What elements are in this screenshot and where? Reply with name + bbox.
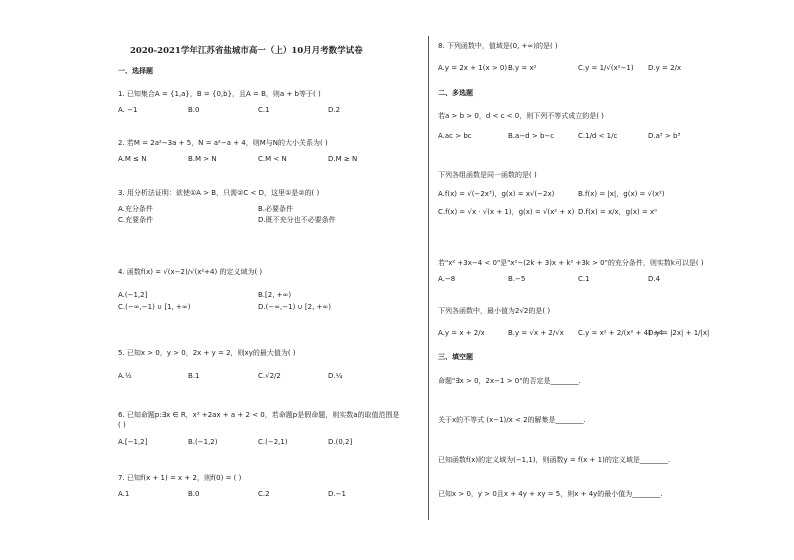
q12-option-b: B.y = √x + 2/√x [508, 329, 564, 337]
q3-option-b: B.必要条件 [258, 205, 294, 213]
q8-option-c: C.y = 1/√(x²−1) [578, 64, 634, 72]
question-5-stem: 5. 已知x > 0，y > 0，2x + y = 2，则xy的最大值为( ) [118, 349, 296, 357]
q7-option-c: C.2 [258, 490, 270, 498]
q6-option-d: D.(0,2] [328, 438, 353, 446]
question-15-stem: 已知函数f(x)的定义域为(−1,1)，则函数y = f(x + 1)的定义域是________. [438, 456, 671, 464]
q9-option-d: D.a³ > b³ [648, 132, 681, 140]
q7-option-d: D.−1 [328, 490, 346, 498]
q2-option-a: A.M ≤ N [118, 155, 147, 163]
q10-option-b: B.f(x) = |x|，g(x) = √(x²) [578, 190, 665, 198]
question-6-stem-cont: ( ) [118, 421, 126, 429]
q12-option-a: A.y = x + 2/x [438, 329, 485, 337]
q4-option-c: C.(−∞,−1) ∪ [1, +∞) [118, 303, 191, 311]
section-multi-heading: 二、多选题 [438, 89, 473, 97]
question-16-stem: 已知x > 0，y > 0且x + 4y + xy = 5，则x + 4y的最小值为________. [438, 490, 663, 498]
q11-option-d: D.4 [648, 275, 661, 283]
question-8-stem: 8. 下列函数中，值域是(0, +∞)的是( ) [438, 42, 558, 50]
q5-option-d: D.¼ [328, 372, 343, 380]
q11-option-c: C.1 [578, 275, 590, 283]
q1-option-c: C.1 [258, 106, 270, 114]
section-choice-heading: 一、选择题 [118, 67, 153, 75]
question-9-stem: 若a > b > 0，d < c < 0，则下列不等式成立的是( ) [438, 112, 604, 120]
q7-option-a: A.1 [118, 490, 130, 498]
q6-option-a: A.[−1,2] [118, 438, 148, 446]
exam-title: 2020-2021学年江苏省盐城市高一（上）10月月考数学试卷 [130, 46, 363, 56]
q10-option-c: C.f(x) = √x · √(x + 1)，g(x) = √(x² + x) [438, 208, 575, 216]
question-10-stem: 下列各组函数是同一函数的是( ) [438, 171, 537, 179]
question-11-stem: 若"x² +3x−4 < 0"是"x²−(2k + 3)x + k² +3k > 0"的充分条件，则实数k可以是( ) [438, 259, 704, 267]
question-1-stem: 1. 已知集合A = {1,a}，B = {0,b}，且A = B，则a + b等于( ) [118, 90, 321, 98]
q2-option-b: B.M > N [188, 155, 217, 163]
q8-option-a: A.y = 2x + 1(x > 0) [438, 64, 508, 72]
question-7-stem: 7. 已知f(x + 1) = x + 2，则f(0) = ( ) [118, 474, 242, 482]
section-fill-heading: 三、填空题 [438, 353, 473, 361]
q10-option-d: D.f(x) = x/x，g(x) = x⁰ [578, 208, 657, 216]
q12-option-d: D.y = |2x| + 1/|x| [648, 329, 710, 337]
q11-option-a: A.−8 [438, 275, 456, 283]
question-4-stem: 4. 函数f(x) = √(x−2)/√(x²+4) 的定义域为( ) [118, 268, 263, 276]
q9-option-b: B.a−d > b−c [508, 132, 555, 140]
q5-option-b: B.1 [188, 372, 200, 380]
question-13-stem: 命题"∃x > 0，2x−1 > 0"的否定是________. [438, 377, 581, 385]
q7-option-b: B.0 [188, 490, 200, 498]
question-14-stem: 关于x的不等式 (x−1)/x < 2的解集是________. [438, 416, 586, 424]
q1-option-b: B.0 [188, 106, 200, 114]
q8-option-b: B.y = x² [508, 64, 537, 72]
question-12-stem: 下列各函数中，最小值为2√2的是( ) [438, 307, 551, 315]
q1-option-a: A. −1 [118, 106, 138, 114]
question-3-stem: 3. 用分析法证明：欲使①A > B，只需②C < D，这里①是②的( ) [118, 189, 320, 197]
q3-option-c: C.充要条件 [118, 216, 154, 224]
q6-option-c: C.(−2,1) [258, 438, 288, 446]
q2-option-d: D.M ≥ N [328, 155, 358, 163]
q4-option-b: B.[2, +∞) [258, 291, 292, 299]
q11-option-b: B.−5 [508, 275, 526, 283]
q9-option-c: C.1/d < 1/c [578, 132, 618, 140]
q5-option-a: A.½ [118, 372, 132, 380]
question-6-stem: 6. 已知命题p:∃x ∈ R，x² +2ax + a + 2 < 0，若命题p是假命题，则实数a的取值范围是 [118, 411, 400, 419]
q4-option-d: D.(−∞,−1) ∪ [2, +∞) [258, 303, 331, 311]
q3-option-a: A.充分条件 [118, 205, 153, 213]
column-divider [428, 36, 429, 520]
q10-option-a: A.f(x) = √(−2x³)，g(x) = x√(−2x) [438, 190, 555, 198]
question-2-stem: 2. 若M = 2a²−3a + 5，N = a²−a + 4，则M与N的大小关系为( ) [118, 139, 328, 147]
q2-option-c: C.M < N [258, 155, 287, 163]
q5-option-c: C.√2/2 [258, 372, 281, 380]
q3-option-d: D.既不充分也不必要条件 [258, 216, 336, 224]
q4-option-a: A.(−1,2] [118, 291, 148, 299]
q12-option-c: C.y = x² + 2/(x² + 4) +4 [578, 329, 664, 337]
q8-option-d: D.y = 2/x [648, 64, 682, 72]
q9-option-a: A.ac > bc [438, 132, 472, 140]
q6-option-b: B.(−1,2) [188, 438, 218, 446]
q1-option-d: D.2 [328, 106, 341, 114]
